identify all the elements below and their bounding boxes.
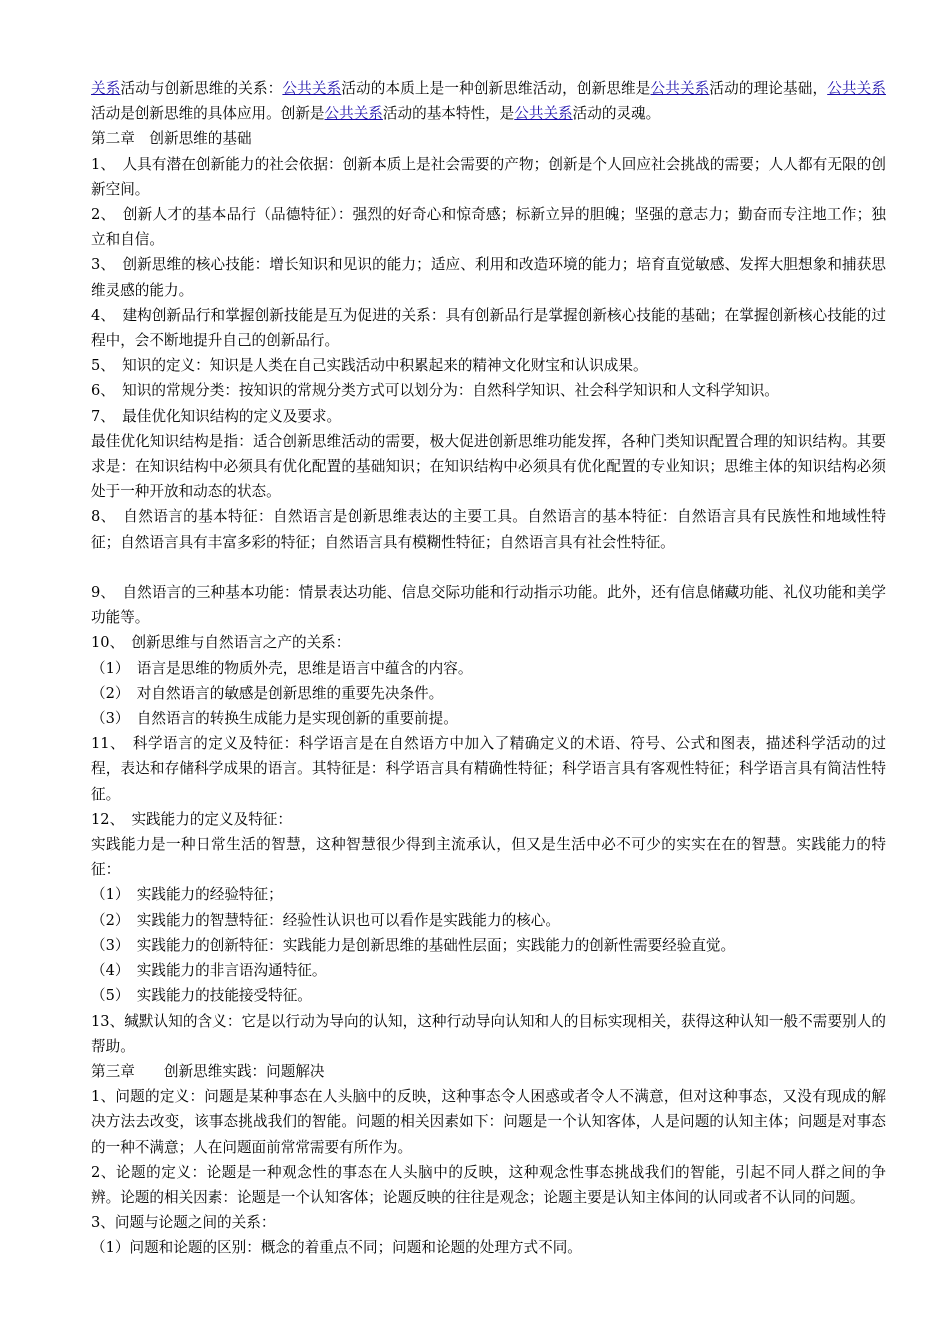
ch3-item-2: 2、论题的定义：论题是一种观念性的事态在人头脑中的反映，这种观念性事态挑战我们的智能，引起不同人群之间的争辨。论题的相关因素：论题是一个认知客体；论题反映的往往是观念；论题主要是认知主体间的认同或者不认同的问题。 [91,1163,886,1206]
item-4: 4、 建构创新品行和掌握创新技能是互为促进的关系：具有创新品行是掌握创新核心技能的基础；在掌握创新核心技能的过程中，会不断地提升自己的创新品行。 [91,306,886,350]
public-relations-link[interactable]: 公共关系 [324,105,383,123]
chapter-2-heading: 第二章 创新思维的基础 [91,130,252,148]
item-10-sub-3: （3） 自然语言的转换生成能力是实现创新的重要前提。 [91,710,458,728]
item-10: 10、 创新思维与自然语言之产的关系： [91,634,351,652]
item-7-definition: 最佳优化知识结构是指：适合创新思维活动的需要，极大促进创新思维功能发挥，各种门类知识配置合理的知识结构。其要求是：在知识结构中必须具有优化配置的基础知识；在知识结构中必须具有优化配置的专业知识；思维主体的知识结构必须处于一种开放和动态的状态。 [91,432,886,501]
item-1: 1、 人具有潜在创新能力的社会依据：创新本质上是社会需要的产物；创新是个人回应社会挑战的需要；人人都有无限的创新空间。 [91,155,886,198]
item-2: 2、 创新人才的基本品行（品德特征）：强烈的好奇心和惊奇感；标新立异的胆魄；坚强的意志力；勤奋而专注地工作；独立和自信。 [91,206,886,249]
item-11: 11、 科学语言的定义及特征：科学语言是在自然语方中加入了精确定义的术语、符号、公式和图表，描述科学活动的过程，表达和存储科学成果的语言。其特征是：科学语言具有精确性特征；科学语言具有客观性特征；科学语言具有简洁性特征。 [91,735,886,803]
item-12-sub-4: （4） 实践能力的非言语沟通特征。 [91,962,327,980]
item-12-definition: 实践能力是一种日常生活的智慧，这种智慧很少得到主流承认，但又是生活中必不可少的实实在在的智慧。实践能力的特征： [91,836,886,879]
item-7: 7、 最佳优化知识结构的定义及要求。 [91,407,342,425]
public-relations-link[interactable]: 公共关系 [827,80,886,97]
item-12-sub-3: （3） 实践能力的创新特征：实践能力是创新思维的基础性层面；实践能力的创新性需要经验直觉。 [91,936,736,954]
item-12: 12、 实践能力的定义及特征： [91,810,292,828]
public-relations-link[interactable]: 公共关系 [282,80,342,97]
ch3-item-1: 1、问题的定义：问题是某种事态在人头脑中的反映，这种事态令人困惑或者令人不满意，但对这种事态，又没有现成的解决方法去改变，该事态挑战我们的智能。问题的相关因素如下：问题是一个认知客体，人是问题的认知主体；问题是对事态的一种不满意；人在问题面前常常需要有所作为。 [91,1088,886,1156]
public-relations-link[interactable]: 公共关系 [514,105,573,123]
text-run: 活动的基本特性，是 [382,105,515,123]
text-run: 活动与创新思维的关系： [120,80,283,97]
item-12-sub-2: （2） 实践能力的智慧特征：经验性认识也可以看作是实践能力的核心。 [91,911,560,929]
intro-paragraph [91,76,886,126]
chapter-3-heading: 第三章 创新思维实践：问题解决 [91,1062,325,1080]
ch3-item-3-sub-1: （1）问题和论题的区别：概念的着重点不同；问题和论题的处理方式不同。 [91,1239,582,1257]
item-10-sub-1: （1） 语言是思维的物质外壳，思维是语言中蕴含的内容。 [91,659,473,677]
text-run: 活动的本质上是一种创新思维活动，创新思维是 [341,80,651,97]
item-6: 6、 知识的常规分类：按知识的常规分类方式可以划分为：自然科学知识、社会科学知识和人文科学知识。 [91,382,779,400]
item-3: 3、 创新思维的核心技能：增长知识和见识的能力；适应、利用和改造环境的能力；培育直觉敏感、发挥大胆想象和捕获思维灵感的能力。 [91,256,886,299]
text-run: 活动的灵魂。 [572,105,661,123]
item-10-sub-2: （2） 对自然语言的敏感是创新思维的重要先决条件。 [91,684,444,702]
public-relations-link[interactable]: 关系 [91,80,121,97]
ch3-item-3: 3、问题与论题之间的关系： [91,1214,276,1232]
public-relations-link[interactable]: 公共关系 [650,80,710,97]
item-9: 9、 自然语言的三种基本功能：情景表达功能、信息交际功能和行动指示功能。此外，还有信息储藏功能、礼仪功能和美学功能等。 [91,584,886,627]
blank-line [91,555,886,580]
item-12-sub-1: （1） 实践能力的经验特征； [91,886,283,904]
text-run: 活动的理论基础， [709,80,828,97]
document-body [91,76,886,1261]
item-8: 8、 自然语言的基本特征：自然语言是创新思维表达的主要工具。自然语言的基本特征：自然语言具有民族性和地域性特征；自然语言具有丰富多彩的特征；自然语言具有模糊性特征；自然语言具有社会性特征。 [91,508,886,551]
text-run: 活动是创新思维的具体应用。创新是 [91,105,325,123]
item-5: 5、 知识的定义：知识是人类在自己实践活动中积累起来的精神文化财宝和认识成果。 [91,357,648,375]
item-12-sub-5: （5） 实践能力的技能接受特征。 [91,987,312,1005]
item-13: 13、缄默认知的含义：它是以行动为导向的认知，这种行动导向认知和人的目标实现相关，获得这种认知一般不需要别人的帮助。 [91,1012,886,1055]
